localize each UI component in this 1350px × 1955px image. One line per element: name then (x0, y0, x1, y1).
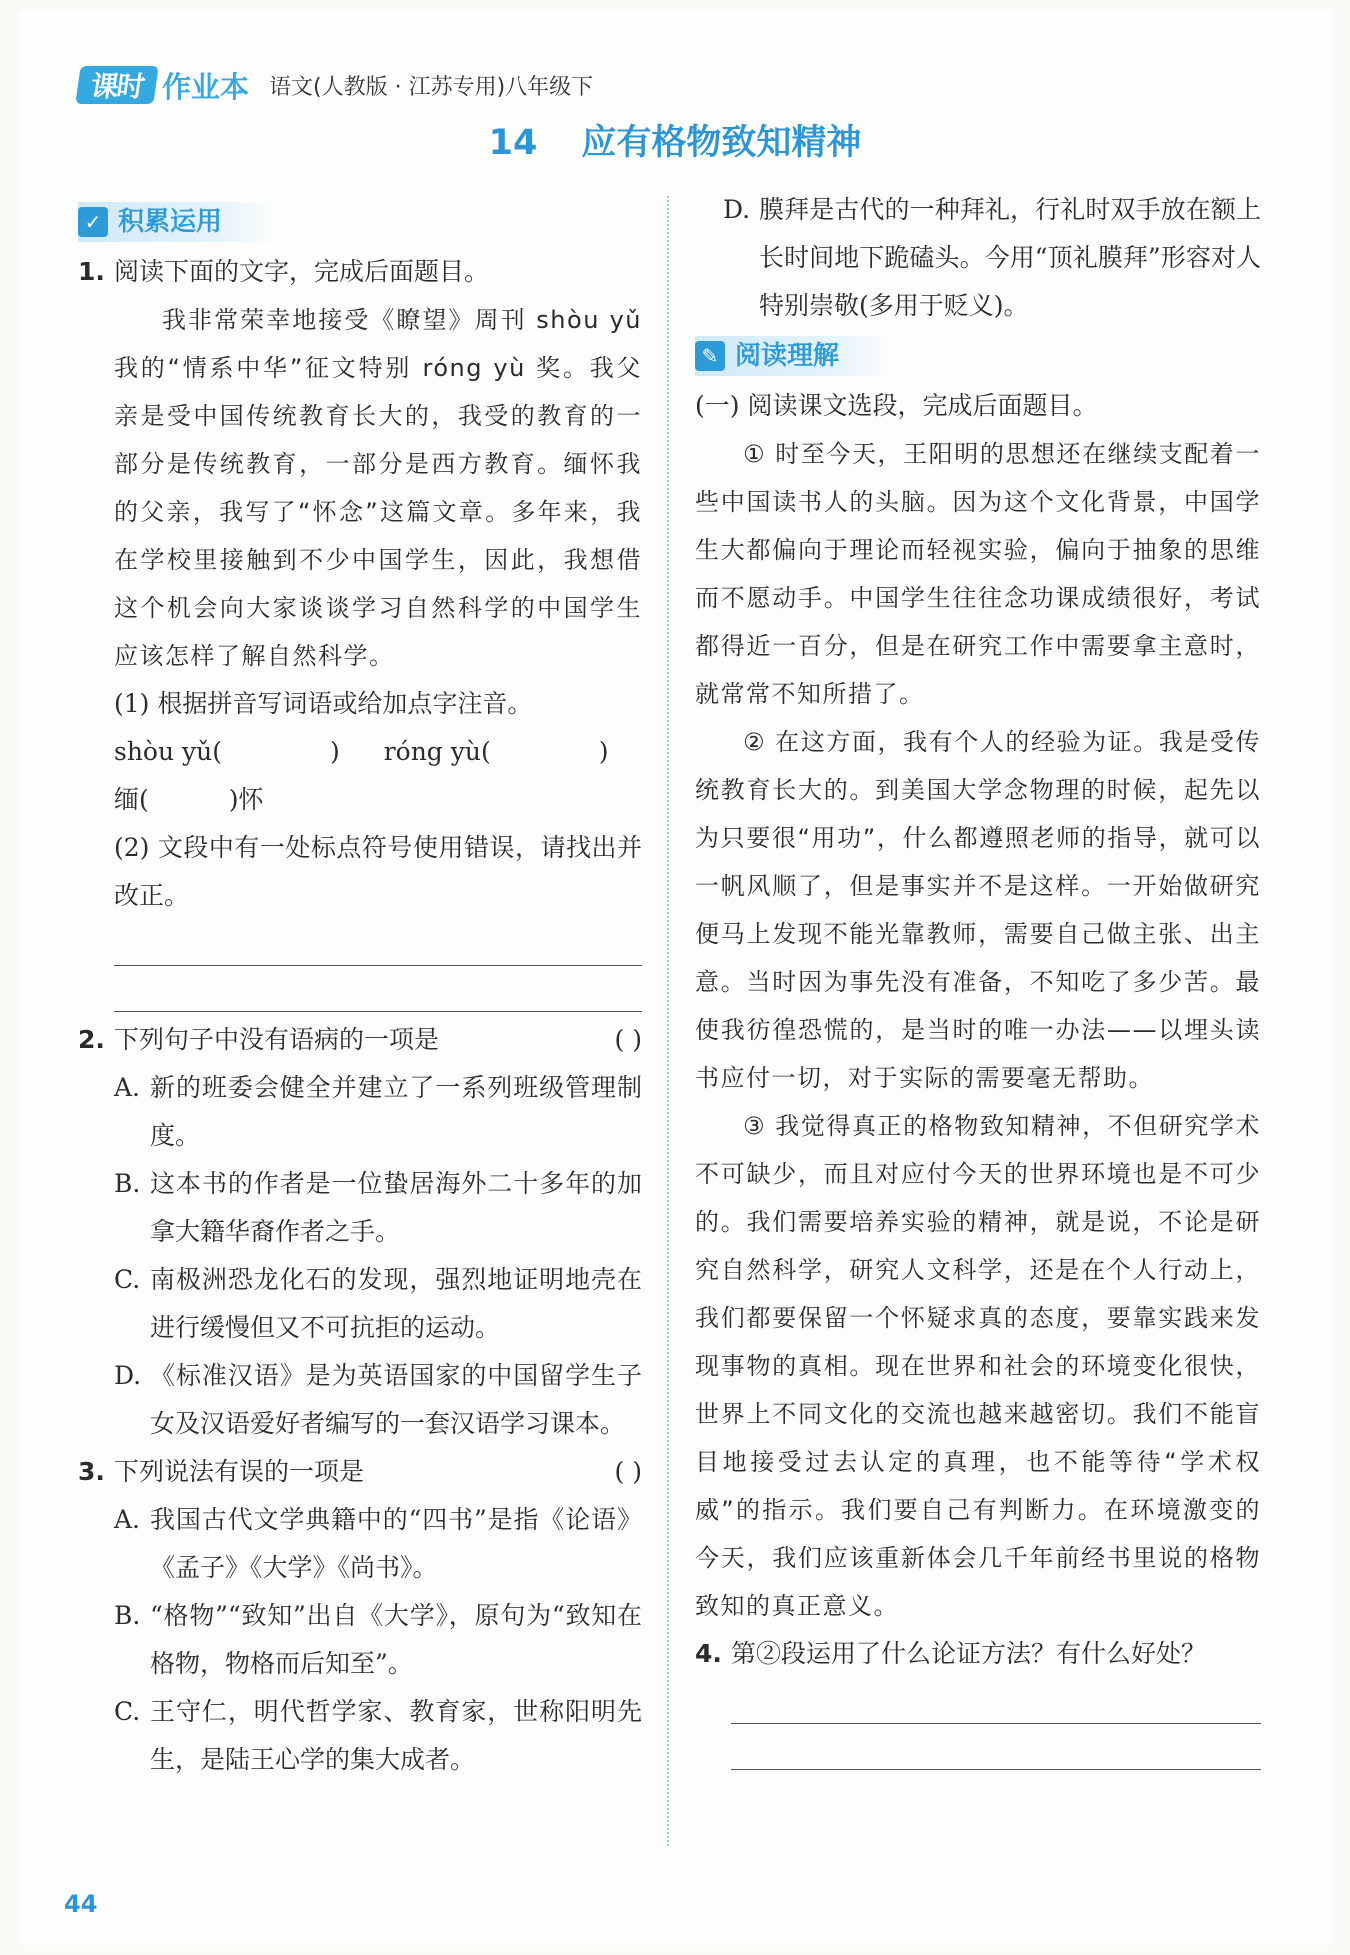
question-number: 1. (78, 257, 105, 286)
lesson-name: 应有格物致知精神 (581, 123, 862, 163)
option-text: 我国古代文学典籍中的“四书”是指《论语》《孟子》《大学》《尚书》。 (150, 1505, 642, 1582)
brand-logo (78, 65, 249, 106)
sub-question-1: (1) 根据拼音写词语或给加点字注音。 (114, 689, 533, 718)
option-text: 南极洲恐龙化石的发现，强烈地证明地壳在进行缓慢但又不可抗拒的运动。 (150, 1265, 642, 1342)
blank-close: ) (598, 737, 609, 766)
book-subject: 语文(人教版 · 江苏专用)八年级下 (269, 74, 594, 100)
answer-bracket[interactable]: ( ) (614, 1457, 642, 1486)
reading-intro: (一) 阅读课文选段，完成后面题目。 (695, 391, 1098, 420)
question-stem: 第②段运用了什么论证方法？有什么好处？ (731, 1639, 1207, 1668)
answer-line[interactable] (114, 966, 642, 1012)
question-3 (78, 1448, 642, 1496)
question-number: 3. (78, 1457, 105, 1486)
reading-paragraph-3: ③ 我觉得真正的格物致知精神，不但研究学术不可缺少，而且对应付今天的世界环境也是不可少的。我们需要培养实验的精神，就是说，不论是研究自然科学，研究人文科学，还是在个人行动上，我们都要保留一个怀疑求真的态度，要靠实践来发现事物的真相。现在世界和社会的环境变化很快，世界上不同文化的交流也越来越密切。我们不能盲目地接受过去认定的真理，也不能等待“学术权威”的指示。我们要自己有判断力。在环境激变的今天，我们应该重新体会几千年前经书里说的格物致知的真正意义。 (695, 1112, 1261, 1620)
option-text: 新的班委会健全并建立了一系列班级管理制度。 (150, 1073, 642, 1150)
blank-label: shòu yǔ( (114, 737, 223, 766)
column-divider (667, 196, 669, 1846)
option-label: D. (114, 1361, 142, 1390)
logo-text: 作业本 (162, 69, 250, 104)
option-text: 膜拜是古代的一种拜礼，行礼时双手放在额上长时间地下跪磕头。今用“顶礼膜拜”形容对人特别崇敬(多用于贬义)。 (759, 195, 1261, 320)
section-label: 积累运用 (118, 207, 223, 237)
blank-close: ) (330, 737, 340, 766)
question-4 (695, 1630, 1261, 1678)
question-2 (78, 1016, 642, 1064)
question-stem: 阅读下面的文字，完成后面题目。 (114, 257, 490, 286)
option-b (78, 1592, 642, 1688)
option-label: B. (114, 1601, 141, 1630)
char-blank-row (114, 776, 642, 824)
lesson-number: 14 (488, 123, 538, 163)
option-label: A. (114, 1073, 141, 1102)
right-column (695, 186, 1261, 1770)
left-column (78, 196, 642, 1784)
blank-label: 缅( (114, 785, 149, 814)
section-header-reading (695, 336, 895, 376)
option-text: 这本书的作者是一位蛰居海外二十多年的加拿大籍华裔作者之手。 (150, 1169, 642, 1246)
sub-question-2: (2) 文段中有一处标点符号使用错误，请找出并改正。 (114, 833, 642, 910)
page-header (78, 60, 593, 110)
option-label: B. (114, 1169, 141, 1198)
blank-label: róng yù( (383, 737, 491, 766)
option-b (78, 1160, 642, 1256)
answer-line[interactable] (731, 1678, 1261, 1724)
reading-paragraph-2: ② 在这方面，我有个人的经验为证。我是受传统教育长大的。到美国大学念物理的时候，起先以为只要很“用功”，什么都遵照老师的指导，就可以一帆风顺了，但是事实并不是这样。一开始做研究便马上发现不能光靠教师，需要自己做主张、出主意。当时因为事先没有准备，不知吃了多少苦。最使我彷徨恐慌的，是当时的唯一办法——以埋头读书应付一切，对于实际的需要毫无帮助。 (695, 728, 1261, 1092)
question-1 (78, 248, 642, 920)
lesson-title (0, 115, 1350, 165)
question-stem: 下列说法有误的一项是 (114, 1457, 365, 1486)
option-label: C. (114, 1697, 141, 1726)
option-text: 王守仁，明代哲学家、教育家，世称阳明先生，是陆王心学的集大成者。 (150, 1697, 642, 1774)
answer-line[interactable] (114, 920, 642, 966)
option-label: C. (114, 1265, 141, 1294)
question-number: 2. (78, 1025, 105, 1054)
option-a (78, 1496, 642, 1592)
page-number: 44 (64, 1890, 98, 1918)
option-label: A. (114, 1505, 141, 1534)
blank-close: )怀 (228, 785, 264, 814)
option-c (78, 1256, 642, 1352)
option-text: “格物”“致知”出自《大学》，原句为“致知在格物，物格而后知至”。 (150, 1601, 642, 1678)
section-label: 阅读理解 (735, 341, 840, 371)
pencil-icon: ✎ (695, 341, 725, 371)
question-number: 4. (695, 1639, 722, 1668)
question-stem: 下列句子中没有语病的一项是 (114, 1025, 440, 1054)
answer-line[interactable] (731, 1724, 1261, 1770)
option-d (78, 1352, 642, 1448)
option-c (78, 1688, 642, 1784)
pinyin-blanks-row (114, 728, 642, 776)
option-label: D. (723, 195, 751, 224)
check-icon: ✓ (78, 207, 108, 237)
option-d (695, 186, 1261, 330)
logo-badge: 课时 (75, 66, 158, 104)
section-header-accumulation (78, 202, 278, 242)
option-text: 《标准汉语》是为英语国家的中国留学生子女及汉语爱好者编写的一套汉语学习课本。 (150, 1361, 642, 1438)
reading-paragraph-1: ① 时至今天，王阳明的思想还在继续支配着一些中国读书人的头脑。因为这个文化背景，中国学生大都偏向于理论而轻视实验，偏向于抽象的思维而不愿动手。中国学生往往念功课成绩很好，考试都得近一百分，但是在研究工作中需要拿主意时，就常常不知所措了。 (695, 440, 1261, 708)
option-a (78, 1064, 642, 1160)
question-passage: 我非常荣幸地接受《瞭望》周刊 shòu yǔ 我的“情系中华”征文特别 róng yù 奖。我父亲是受中国传统教育长大的，我受的教育的一部分是传统教育，一部分是西方教育。缅怀我的父亲，我写了“怀念”这篇文章。多年来，我在学校里接触到不少中国学生，因此，我想借这个机会向大家谈谈学习自然科学的中国学生应该怎样了解自然科学。 (114, 306, 642, 670)
answer-bracket[interactable]: ( ) (614, 1025, 642, 1054)
